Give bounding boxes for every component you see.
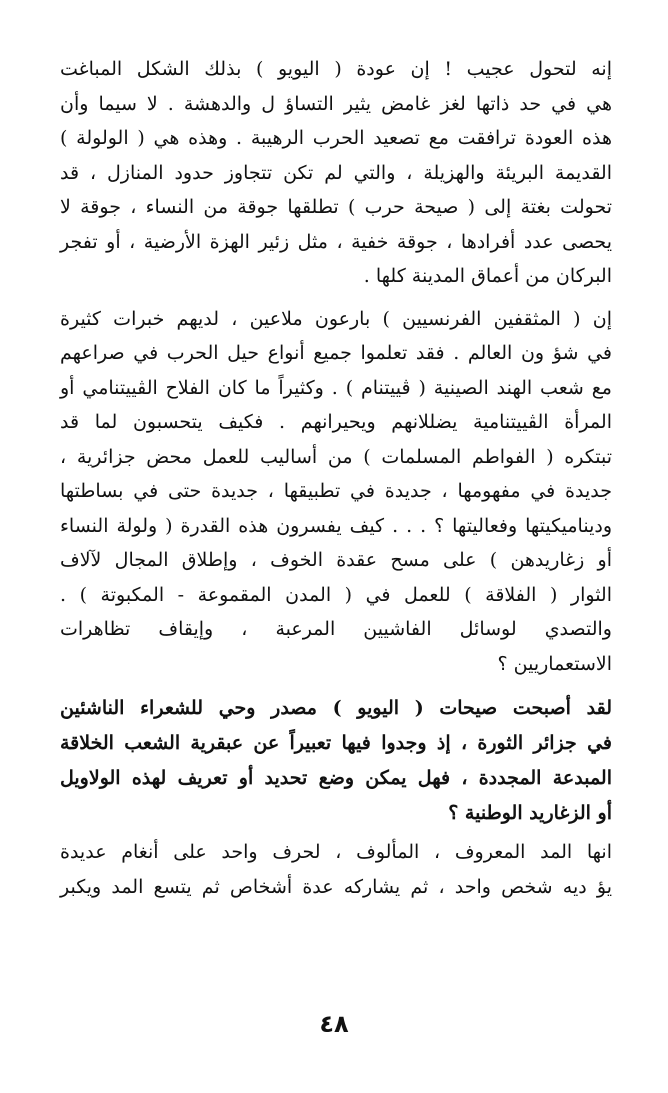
text-line: والتصدي لوسائل الفاشيين المرعبة ، وإيقاف تظاهرات (60, 618, 612, 640)
text-line: جديدة في مفهومها ، جديدة في تطبيقها ، جديدة حتى في بساطتها (60, 480, 612, 502)
text-line: المبدعة المجددة ، فهل يمكن وضع تحديد أو تعريف لهذه الولاويل (60, 767, 612, 789)
text-line: يؤ ديه شخص واحد ، ثم يشاركه عدة أشخاص ثم يتسع المد ويكبر (60, 875, 612, 898)
text-line: القديمة البريئة والهزيلة ، والتي لم تكن تتجاوز حدود المنازل ، قد (60, 161, 612, 184)
text-line: انها المد المعروف ، المألوف ، لحرف واحد على أنغام عديدة (60, 841, 612, 863)
paragraph-4 (60, 835, 612, 904)
text-line: المرأة الڤييتنامية يضللانهم ويحيرانهم . فكيف يتحسبون لما قد (60, 411, 612, 433)
text-line: في جزائر الثورة ، إذ وجدوا فيها تعبيراً عن عبقرية الشعب الخلاقة (60, 732, 612, 754)
text-line: البركان من أعماق المدينة كلها . (363, 265, 612, 287)
text-line: إنه لتحول عجيب ! إن عودة ( اليويو ) بذلك الشكل المباغت (60, 58, 612, 80)
paragraph-1 (60, 52, 612, 294)
text-line: تحولت بغتة إلى ( صيحة حرب ) تطلقها جوقة من النساء ، جوقة لا (60, 196, 612, 218)
text-line: هي في حد ذاتها لغز غامض يثير التساؤ ل والدهشة . لا سيما وأن (60, 92, 612, 115)
text-line: الثوار ( الفلاقة ) للعمل في ( المدن المقموعة - المكبوتة ) . (60, 583, 612, 606)
text-line: أو الزغاريد الوطنية ؟ (448, 802, 612, 824)
text-line: تبتكره ( الفواطم المسلمات ) من أساليب للعمل محض جزائرية ، (60, 445, 612, 468)
text-line: هذه العودة ترافقت مع تصعيد الحرب الرهيبة . وهذه هي ( الولولة ) (60, 127, 612, 149)
text-line: في شؤ ون العالم . فقد تعلموا جميع أنواع حيل الحرب في صراعهم (60, 342, 612, 364)
page-number: ٤٨ (319, 1010, 349, 1038)
text-line: أو زغاريدهن ) على مسح عقدة الخوف ، وإطلاق المجال لآلاف (60, 549, 612, 571)
paragraph-3-bold (60, 691, 612, 831)
text-line: يحصى عدد أفرادها ، جوقة خفية ، مثل زئير الهزة الأرضية ، أو تفجر (60, 230, 612, 253)
text-line: الاستعماريين ؟ (497, 652, 612, 675)
text-line: مع شعب الهند الصينية ( ڤييتنام ) . وكثيراً ما كان الفلاح الڤييتنامي أو (60, 376, 612, 399)
text-line: إن ( المثقفين الفرنسيين ) بارعون ملاعين ، لديهم خبرات كثيرة (60, 307, 612, 330)
text-line: وديناميكيتها وفعاليتها ؟ . . . كيف يفسرون هذه القدرة ( ولولة النساء (60, 514, 612, 537)
paragraph-2 (60, 302, 612, 682)
page-body (60, 52, 612, 904)
text-line: لقد أصبحت صيحات ( اليويو ) مصدر وحي للشعراء الناشئين (60, 697, 612, 719)
